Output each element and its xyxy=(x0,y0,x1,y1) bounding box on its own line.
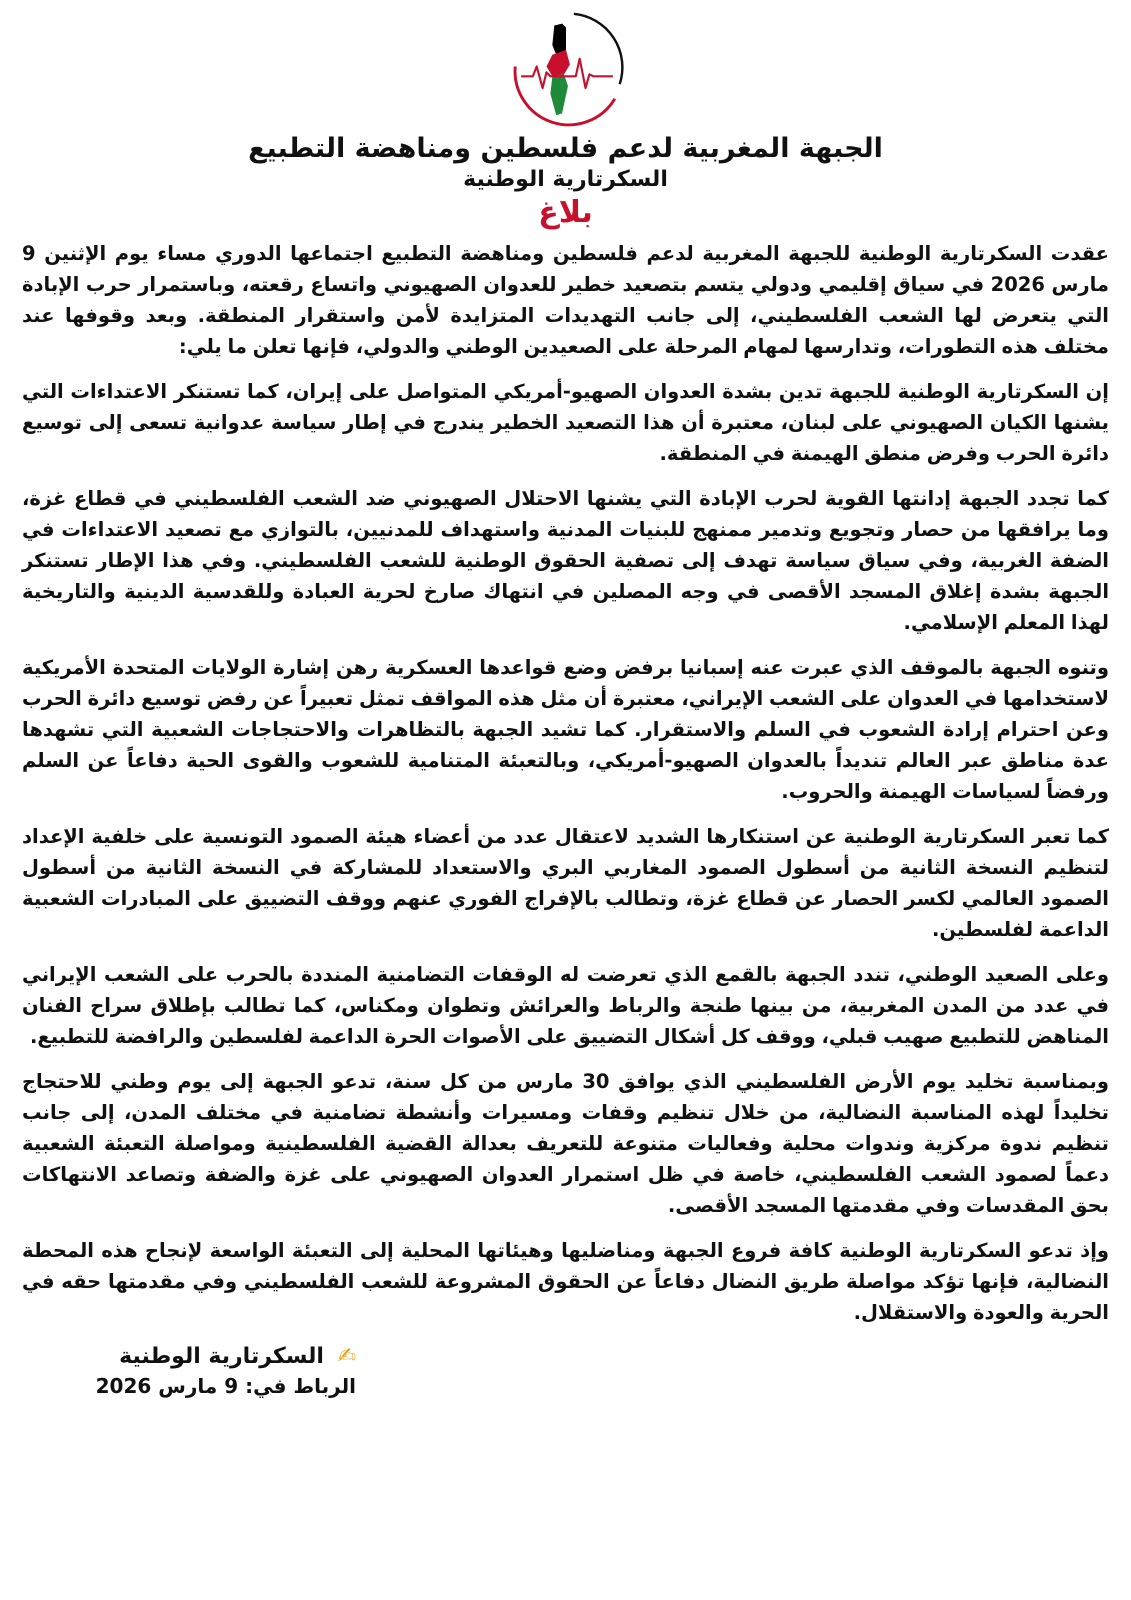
paragraph-gaza: كما تجدد الجبهة إدانتها القوية لحرب الإبادة التي يشنها الاحتلال الصهيوني ضد الشعب الفلسطيني في قطاع غزة، وما يرافقها من حصار وتجويع وتدمير ممنهج للبنيات المدنية واستهداف للمدنيين، بالتوازي مع تصعيد الاعتداءات في الضفة الغربية، وفي سياق سياسة تهدف إلى تصفية الحقوق الوطنية للشعب الفلسطيني. وفي هذا الإطار تستنكر الجبهة بشدة إغلاق المسجد الأقصى في وجه المصلين في انتهاك صارخ لحرية العبادة وللقدسية الدينية والتاريخية لهذا المعلم الإسلامي. xyxy=(22,487,1109,634)
statement-title: بلاغ xyxy=(538,195,593,230)
map-green xyxy=(550,74,568,115)
paragraph-national: وعلى الصعيد الوطني، تندد الجبهة بالقمع الذي تعرضت له الوقفات التضامنية المنددة بالحرب على الشعب الإيراني في عدد من المدن المغربية، من بينها طنجة والرباط والعرائش وتطوان ومكناس، كما تطالب بإطلاق سراح الفنان المناهض للتطبيع صهيب قبلي، ووقف كل أشكال التضييق على الأصوات الحرة الداعمة لفلسطين والرافضة للتطبيع. xyxy=(22,963,1109,1048)
organization-title: الجبهة المغربية لدعم فلسطين ومناهضة التطبيع xyxy=(248,133,883,164)
document-header xyxy=(0,132,1131,232)
logo-area xyxy=(0,0,1131,130)
statement-body xyxy=(22,238,1109,1328)
paragraph-iran-lebanon: إن السكرتارية الوطنية للجبهة تدين بشدة العدوان الصهيو-أمريكي المتواصل على إيران، كما تستنكر الاعتداءات التي يشنها الكيان الصهيوني على لبنان، معتبرة أن هذا التصعيد الخطير يندرج في إطار سياسة عدوانية تسعى إلى توسيع دائرة الحرب وفرض منطق الهيمنة في المنطقة. xyxy=(22,380,1109,465)
logo-ring-black xyxy=(573,14,622,84)
signature-place-date: الرباط في: 9 مارس 2026 xyxy=(95,1374,356,1398)
organization-logo xyxy=(496,6,636,128)
paragraph-land-day: وبمناسبة تخليد يوم الأرض الفلسطيني الذي يوافق 30 مارس من كل سنة، تدعو الجبهة إلى يوم وطني للاحتجاج تخليداً لهذه المناسبة النضالية، من خلال تنظيم وقفات ومسيرات وأنشطة تضامنية في مختلف المدن، إلى جانب تنظيم ندوة مركزية وندوات محلية وفعاليات متنوعة للتعريف بعدالة القضية الفلسطينية ومواصلة التعبئة الشعبية دعماً لصمود الشعب الفلسطيني، خاصة في ظل استمرار العدوان الصهيوني على غزة والضفة وتصاعد الانتهاكات بحق المقدسات وفي مقدمتها المسجد الأقصى. xyxy=(22,1070,1109,1217)
secretariat-heading: السكرتارية الوطنية xyxy=(463,167,668,192)
map-red xyxy=(546,50,569,76)
paragraph-tunisia-fleet: كما تعبر السكرتارية الوطنية عن استنكارها الشديد لاعتقال عدد من أعضاء هيئة الصمود التونسية على خلفية الإعداد لتنظيم النسخة الثانية من أسطول الصمود المغاربي البري والاستعداد للمشاركة في النسخة الثانية من أسطول الصمود العالمي لكسر الحصار عن قطاع غزة، وتطالب بالإفراج الفوري عنهم ووقف التضييق على المبادرات الشعبية الداعمة لفلسطين. xyxy=(22,825,1109,941)
paragraph-closing: وإذ تدعو السكرتارية الوطنية كافة فروع الجبهة ومناضليها وهيئاتها المحلية إلى التعبئة الواسعة لإنجاح هذه المحطة النضالية، فإنها تؤكد مواصلة طريق النضال دفاعاً عن الحقوق المشروعة للشعب الفلسطيني وفي مقدمتها حقه في الحرية والعودة والاستقلال. xyxy=(22,1239,1109,1324)
paragraph-spain: وتنوه الجبهة بالموقف الذي عبرت عنه إسبانيا برفض وضع قواعدها العسكرية رهن إشارة الولايات المتحدة الأمريكية لاستخدامها في العدوان على الشعب الإيراني، معتبرة أن مثل هذه المواقف تمثل تعبيراً عن رفض توسيع دائرة الحرب وعن احترام إرادة الشعوب في السلم والاستقرار. كما تشيد الجبهة بالتظاهرات والاحتجاجات الشعبية التي تشهدها عدة مناطق عبر العالم تنديداً بالعدوان الصهيو-أمريكي، وبالتعبئة المتنامية للشعوب والقوى الحية دفاعاً عن السلم ورفضاً لسياسات الهيمنة والحروب. xyxy=(22,656,1109,803)
signature-name: السكرتارية الوطنية xyxy=(119,1344,324,1369)
writing-hand-icon: ✍ xyxy=(337,1344,356,1369)
signature-block xyxy=(0,1342,1131,1400)
map-black xyxy=(552,24,566,55)
paragraph-intro: عقدت السكرتارية الوطنية للجبهة المغربية لدعم فلسطين ومناهضة التطبيع اجتماعها الدوري مساء يوم الإثنين 9 مارس 2026 في سياق إقليمي ودولي يتسم بتصعيد خطير للعدوان الصهيوني واتساع رقعته، وباستمرار حرب الإبادة التي يتعرض لها الشعب الفلسطيني، إلى جانب التهديدات المتزايدة لأمن واستقرار المنطقة. وبعد وقوفها عند مختلف هذه التطورات، وتدارسها لمهام المرحلة على الصعيدين الوطني والدولي، فإنها تعلن ما يلي: xyxy=(22,242,1109,358)
